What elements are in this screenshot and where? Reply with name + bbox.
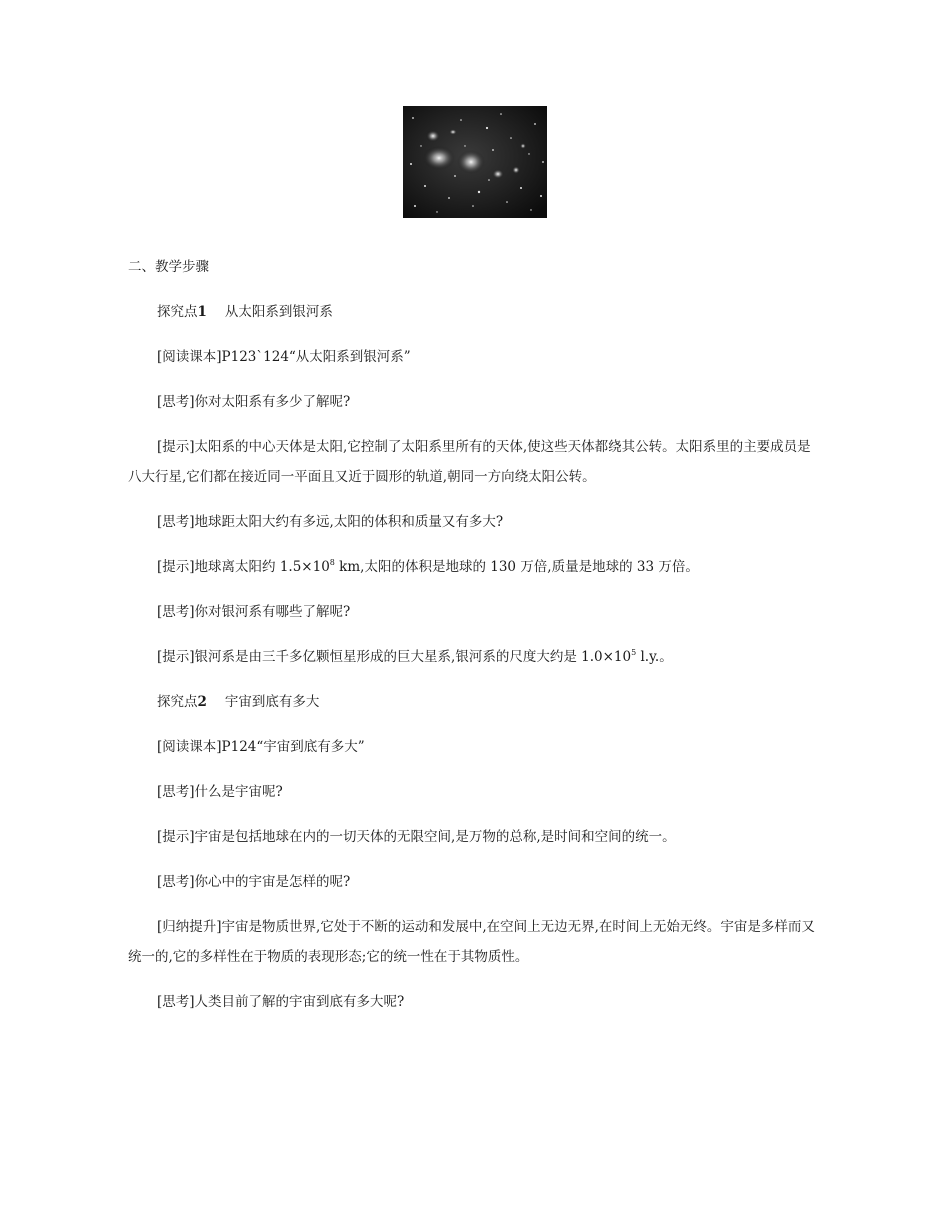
explore-number: 2	[197, 694, 207, 710]
think-4: [思考]什么是宇宙呢?	[157, 784, 283, 800]
explore-point-2	[157, 687, 824, 717]
read-textbook-2: [阅读课本]P124“宇宙到底有多大”	[157, 739, 365, 755]
hint-2	[128, 552, 824, 582]
think-6: [思考]人类目前了解的宇宙到底有多大呢?	[157, 994, 405, 1010]
hint-3-text: [提示]银河系是由三千多亿颗恒星形成的巨大星系,银河系的尺度大约是 1.0×10	[157, 649, 632, 665]
document-body	[128, 252, 824, 1032]
think-1: [思考]你对太阳系有多少了解呢?	[157, 394, 351, 410]
hint-3	[128, 642, 824, 672]
read-textbook-1: [阅读课本]P123`124“从太阳系到银河系”	[157, 349, 411, 365]
hint-3-text-end: l.y.。	[636, 649, 673, 665]
hint-2-text-end: km,太阳的体积是地球的 130 万倍,质量是地球的 33 万倍。	[334, 559, 699, 575]
summary: [归纳提升]宇宙是物质世界,它处于不断的运动和发展中,在空间上无边无界,在时间上无始无终。宇宙是多样而又统一的,它的多样性在于物质的表现形态;它的统一性在于其物质性。	[128, 919, 815, 965]
explore-label: 探究点	[157, 304, 198, 320]
hint-3-exponent: 5	[631, 648, 637, 657]
hint-4: [提示]宇宙是包括地球在内的一切天体的无限空间,是万物的总称,是时间和空间的统一。	[157, 829, 676, 845]
think-3: [思考]你对银河系有哪些了解呢?	[157, 604, 351, 620]
think-2: [思考]地球距太阳大约有多远,太阳的体积和质量又有多大?	[157, 514, 504, 530]
explore-number: 1	[197, 304, 207, 320]
hint-2-text: [提示]地球离太阳约 1.5×10	[157, 559, 330, 575]
explore-title: 从太阳系到银河系	[224, 304, 333, 320]
galaxy-cluster-image	[403, 106, 547, 218]
section-heading: 二、教学步骤	[128, 259, 209, 275]
explore-label: 探究点	[157, 694, 198, 710]
hint-1: [提示]太阳系的中心天体是太阳,它控制了太阳系里所有的天体,使这些天体都绕其公转。太阳系里的主要成员是八大行星,它们都在接近同一平面且又近于圆形的轨道,朝同一方向绕太阳公转。	[128, 439, 811, 485]
explore-title: 宇宙到底有多大	[224, 694, 320, 710]
explore-point-1	[157, 297, 824, 327]
hint-2-exponent: 8	[329, 558, 335, 567]
think-5: [思考]你心中的宇宙是怎样的呢?	[157, 874, 351, 890]
galaxy-cluster-picture	[403, 106, 547, 218]
